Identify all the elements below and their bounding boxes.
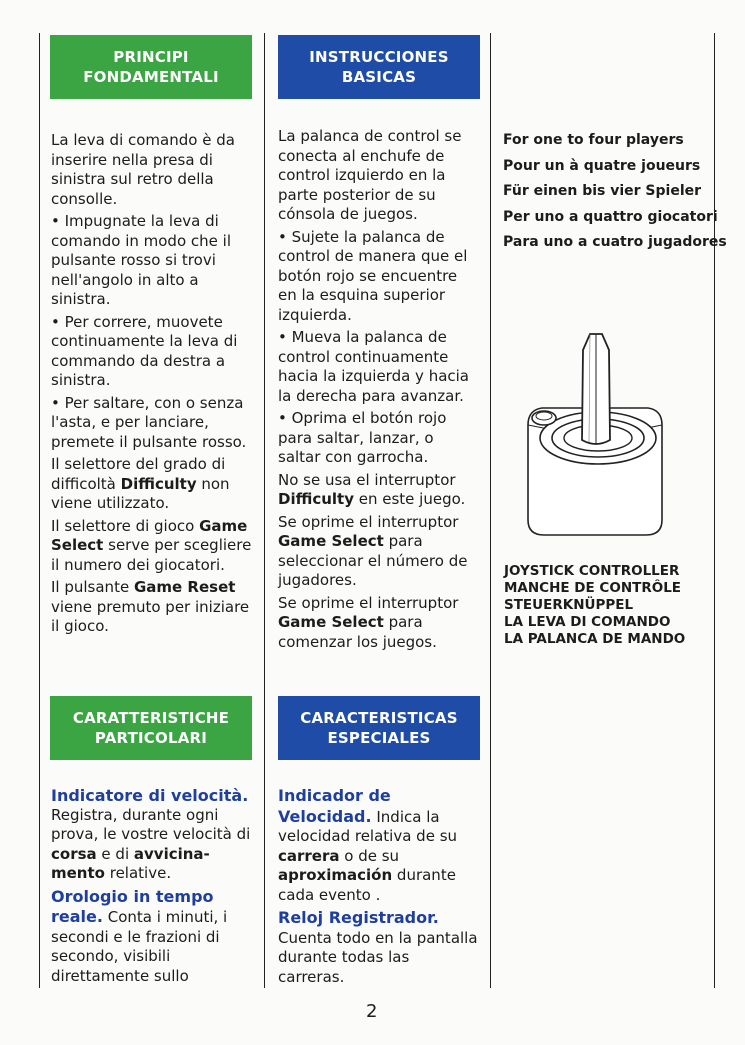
it-special-title: CARATTERISTICHE PARTICOLARI (72, 709, 230, 747)
column-divider-3 (490, 33, 491, 988)
es-p5-text: No se usa el interruptor (278, 470, 456, 489)
es-special-banner (278, 696, 480, 760)
it-p7-text: Il pulsante (51, 578, 134, 596)
players-en: For one to four players (503, 132, 684, 148)
es-speed-text-end: durante cada evento . (278, 866, 456, 904)
it-basics-text (51, 131, 256, 640)
es-p6-text-end: para seleccionar el número de jugadores. (278, 532, 468, 589)
joystick-caption (504, 563, 685, 648)
it-difficulty-term: Difficulty (120, 474, 197, 493)
players-fr: Pour un à quatre joueurs (503, 157, 701, 174)
players-es: Para uno a cuatro jugadores (503, 234, 727, 250)
es-para-6 (278, 513, 478, 591)
caption-en: JOYSTICK CONTROLLER (504, 563, 680, 579)
es-para-1: La palanca de control se conecta al enchufe de control izquierdo en la parte posterior de su cónsola de juegos. (278, 127, 462, 223)
it-speed-text-end: relative. (104, 864, 172, 882)
it-avvicinamento-term: avvicina-mento (51, 844, 210, 882)
caption-es: LA PALANCA DE MANDO (504, 631, 686, 647)
it-corsa-term: corsa (51, 844, 97, 863)
it-game-select-term: Game Select (51, 516, 248, 554)
joystick-illustration (520, 330, 670, 545)
it-special-text (51, 786, 256, 989)
es-para-4: • Oprima el botón rojo para saltar, lanzar, o saltar con garrocha. (278, 409, 447, 466)
es-p6-text: Se oprime el interruptor (278, 512, 459, 531)
it-speed-text: Registra, durante ogni prova, le vostre velocità di (51, 805, 251, 843)
it-speed-desc (51, 806, 256, 884)
es-basics-banner (278, 35, 480, 99)
it-p5-text: Il selettore del grado di difficoltà (51, 455, 226, 493)
es-difficulty-term: Difficulty (278, 490, 354, 508)
it-p5-text-end: non viene utilizzato. (51, 474, 230, 512)
es-carrera-term: carrera (278, 846, 340, 865)
es-game-select-term: Game Select (278, 532, 384, 550)
es-clock-text: Cuenta todo en la pantalla durante todas las carreras. (278, 928, 478, 986)
it-para-7 (51, 578, 256, 637)
it-clock-desc (51, 887, 256, 987)
es-special-text (278, 786, 478, 990)
es-para-3: • Mueva la palanca de control continuamente hacia la izquierda y hacia la derecha para avanzar. (278, 328, 470, 405)
es-clock-heading: Reloj Registrador. (278, 908, 439, 927)
it-basics-title: PRINCIPI FONDAMENTALI (83, 48, 219, 86)
caption-de: STEUERKNÜPPEL (504, 597, 634, 613)
es-special-title: CARACTERISTICAS ESPECIALES (300, 709, 458, 747)
it-para-3: • Per correre, muovete continuamente la leva di commando da destra a sinistra. (51, 312, 238, 389)
es-speed-desc (278, 786, 478, 905)
it-para-1: La leva di comando è da inserire nella presa di sinistra sul retro della consolle. (51, 131, 235, 208)
es-speed-text-mid: o de su (339, 846, 400, 865)
column-divider-1 (39, 33, 40, 988)
page-number: 2 (366, 1001, 378, 1022)
it-para-5 (51, 455, 256, 514)
it-basics-banner (50, 35, 252, 99)
it-p7-text-end: viene premuto per iniziare il gioco. (51, 597, 250, 635)
it-clock-text: Conta i minuti, i secondi e le frazioni di secondo, visibili direttamente sullo (51, 908, 228, 985)
es-basics-text (278, 127, 478, 655)
es-clock-desc (278, 908, 478, 987)
it-para-2: • Impugnate la leva di comando in modo che il pulsante rosso si trovi nell'angolo in alto a sinistra. (51, 212, 231, 308)
es-speed-text: Indica la velocidad relativa de su (278, 807, 458, 845)
es-p7-text-end: para comenzar los juegos. (278, 613, 437, 651)
es-para-7 (278, 594, 478, 653)
players-de: Für einen bis vier Spieler (503, 183, 702, 199)
it-p6-text: Il selettore di gioco (51, 516, 200, 535)
it-p6-text-end: serve per scegliere il numero dei giocatori. (51, 536, 252, 574)
caption-it: LA LEVA DI COMANDO (504, 614, 671, 630)
it-speed-text-mid: e di (96, 844, 134, 863)
es-para-2: • Sujete la palanca de control de manera que el botón rojo se encuentre en la esquina superior izquierda. (278, 227, 468, 324)
es-speed-heading: Indicador de Velocidad. (278, 786, 391, 826)
es-game-select-term-2: Game Select (278, 613, 384, 631)
it-para-4: • Per saltare, con o senza l'asta, e per lanciare, premete il pulsante rosso. (51, 393, 247, 451)
column-divider-2 (264, 33, 265, 988)
es-para-5 (278, 471, 478, 510)
it-para-6 (51, 517, 256, 576)
caption-fr: MANCHE DE CONTRÔLE (504, 580, 682, 596)
players-list (503, 128, 727, 256)
es-basics-title: INSTRUCCIONES BASICAS (309, 48, 449, 86)
es-p7-text: Se oprime el interruptor (278, 593, 459, 612)
it-clock-heading: Orologio in tempo reale. (51, 886, 214, 926)
it-speed-heading: Indicatore di velocità. (51, 786, 249, 805)
players-it: Per uno a quattro giocatori (503, 208, 718, 225)
es-aproximacion-term: aproximación (278, 866, 393, 884)
it-game-reset-term: Game Reset (133, 578, 236, 596)
es-p5-text-end: en este juego. (353, 490, 466, 508)
it-special-banner (50, 696, 252, 760)
